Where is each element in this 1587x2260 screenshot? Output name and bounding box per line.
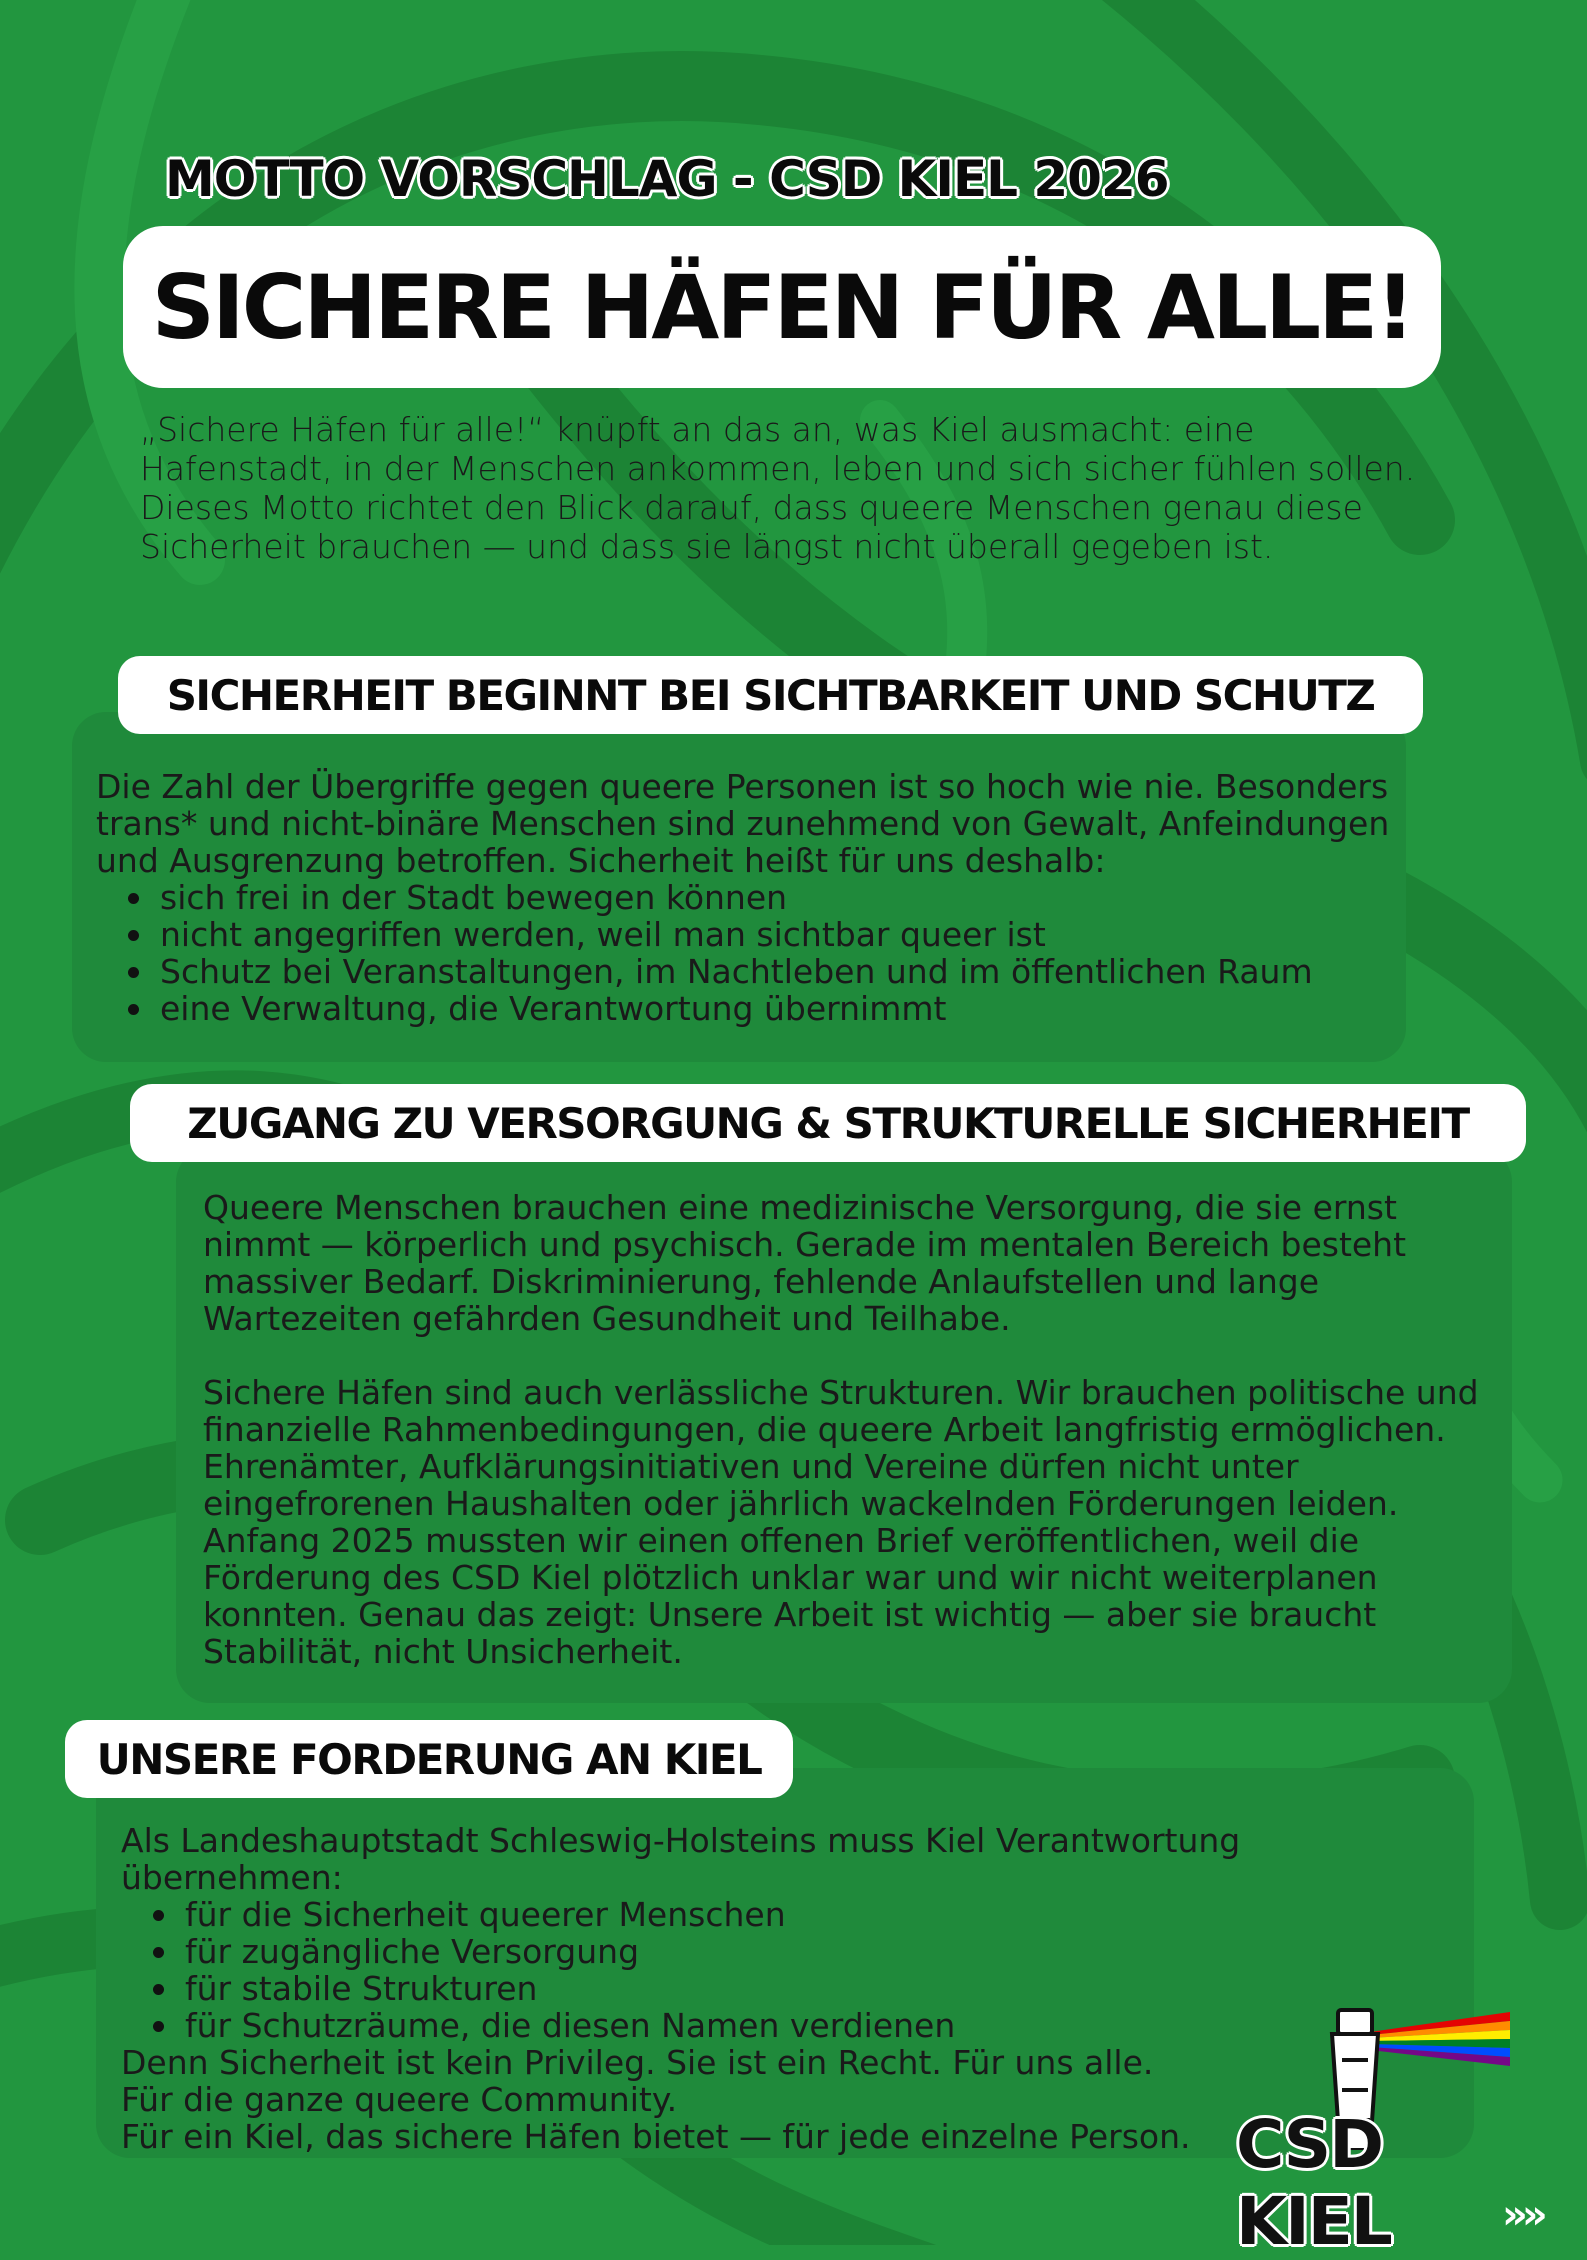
section-1-body xyxy=(96,768,1396,1027)
list-item: eine Verwaltung, die Verantwortung übernimmt xyxy=(160,990,1396,1027)
closing-line-1: Denn Sicherheit ist kein Privileg. Sie ist ein Recht. Für uns alle. xyxy=(121,2043,1154,2082)
section-3-heading: UNSERE FORDERUNG AN KIEL xyxy=(96,1734,762,1784)
csd-kiel-logo xyxy=(1230,1998,1530,2260)
section-3-lead: Als Landeshauptstadt Schleswig-Holsteins muss Kiel Verantwortung übernehmen: xyxy=(121,1821,1241,1897)
list-item: für die Sicherheit queerer Menschen xyxy=(185,1896,1451,1933)
logo-text: CSD KIEL xyxy=(1236,2106,1391,2260)
closing-line-2: Für die ganze queere Community. xyxy=(121,2080,678,2119)
section-1-heading: SICHERHEIT BEGINNT BEI SICHTBARKEIT UND SCHUTZ xyxy=(166,670,1375,720)
list-item: für zugängliche Versorgung xyxy=(185,1933,1451,1970)
section-2-paragraph-1: Queere Menschen brauchen eine medizinische Versorgung, die sie ernst nimmt — körperlich und psychisch. Gerade im mentalen Bereich besteht massiver Bedarf. Diskriminierung, fehlende Anlaufstellen und lange Wartezeiten gefährden Gesundheit und Teilhabe. xyxy=(203,1188,1407,1338)
list-item: sich frei in der Stadt bewegen können xyxy=(160,879,1396,916)
intro-paragraph: „Sichere Häfen für alle!“ knüpft an das an, was Kiel ausmacht: eine Hafenstadt, in der Menschen ankommen, leben und sich sicher fühlen sollen. Dieses Motto richtet den Blick darauf, dass queere Menschen genau diese Sicherheit brauchen — und dass sie längst nicht überall gegeben ist. xyxy=(140,410,1416,566)
section-2-heading-box xyxy=(130,1084,1526,1162)
list-item: Schutz bei Veranstaltungen, im Nachtleben und im öffentlichen Raum xyxy=(160,953,1396,990)
next-page-arrows-icon[interactable]: »» xyxy=(1502,2192,1542,2238)
section-2-body xyxy=(203,1189,1503,1670)
page-title: SICHERE HÄFEN FÜR ALLE! xyxy=(151,255,1413,359)
list-item: für Schutzräume, die diesen Namen verdienen xyxy=(185,2007,1451,2044)
section-2-heading: ZUGANG ZU VERSORGUNG & STRUKTURELLE SICHERHEIT xyxy=(187,1098,1469,1148)
closing-line-3: Für ein Kiel, das sichere Häfen bietet — für jede einzelne Person. xyxy=(121,2117,1191,2156)
list-item: für stabile Strukturen xyxy=(185,1970,1451,2007)
section-2-paragraph-2: Sichere Häfen sind auch verlässliche Strukturen. Wir brauchen politische und finanzielle Rahmenbedingungen, die queere Arbeit langfristig ermöglichen. Ehrenämter, Aufklärungsinitiativen und Vereine dürfen nicht unter eingefrorenen Haushalten oder jährlich wackelnden Förderungen leiden. Anfang 2025 mussten wir einen offenen Brief veröffentlichen, weil die Förderung des CSD Kiel plötzlich unklar war und wir nicht weiterplanen konnten. Genau das zeigt: Unsere Arbeit ist wichtig — aber sie braucht Stabilität, nicht Unsicherheit. xyxy=(203,1373,1479,1671)
motto-kicker: MOTTO VORSCHLAG - CSD KIEL 2026 xyxy=(165,150,1169,208)
section-3-heading-box xyxy=(65,1720,793,1798)
list-item: nicht angegriffen werden, weil man sichtbar queer ist xyxy=(160,916,1396,953)
section-1-bullet-list xyxy=(96,879,1396,1027)
section-1-lead: Die Zahl der Übergriffe gegen queere Personen ist so hoch wie nie. Besonders trans* und nicht-binäre Menschen sind zunehmend von Gewalt, Anfeindungen und Ausgrenzung betroffen. Sicherheit heißt für uns deshalb: xyxy=(96,767,1390,880)
title-banner xyxy=(123,226,1441,388)
section-1-heading-box xyxy=(118,656,1423,734)
